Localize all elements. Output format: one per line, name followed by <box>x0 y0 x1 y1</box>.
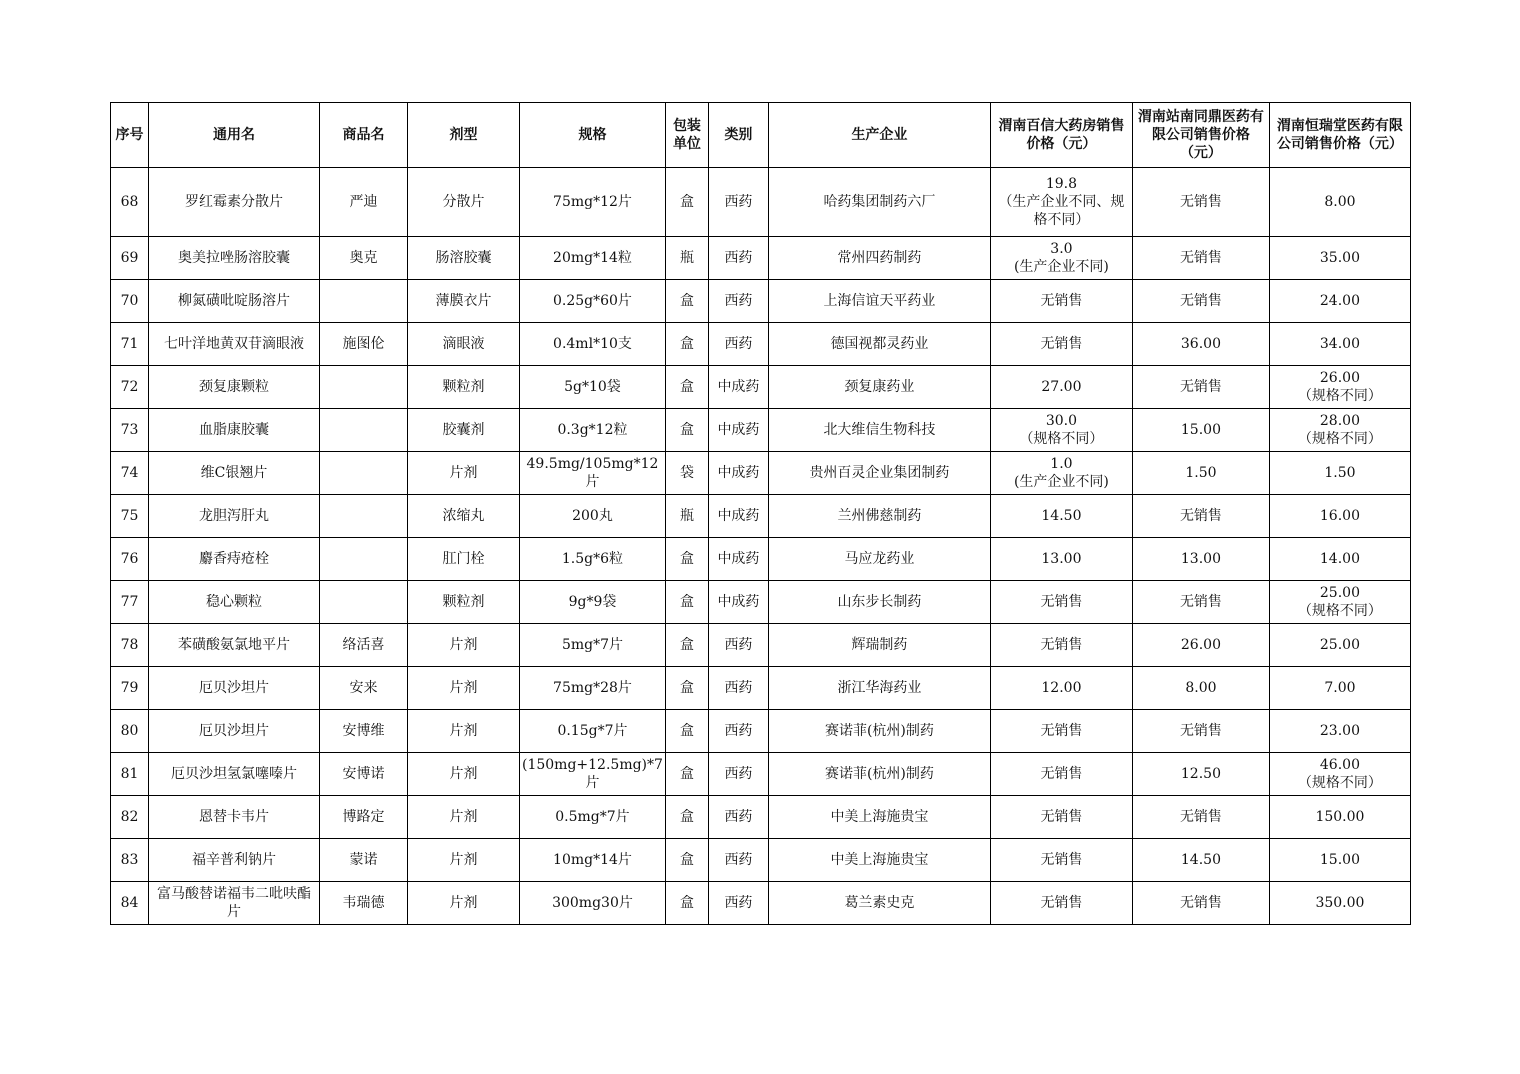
cell-price-tongding <box>1132 624 1269 667</box>
cell-unit: 盒 <box>665 581 708 624</box>
price-value: 46.00 <box>1319 757 1360 773</box>
cell-dosage-form: 薄膜衣片 <box>408 280 520 323</box>
cell-manufacturer: 北大维信生物科技 <box>768 409 990 452</box>
cell-category: 中成药 <box>708 366 768 409</box>
cell-category: 西药 <box>708 237 768 280</box>
cell-brand-name <box>320 538 408 581</box>
price-value: 13.00 <box>1041 551 1082 567</box>
cell-no: 68 <box>111 168 149 237</box>
cell-no: 77 <box>111 581 149 624</box>
cell-price-baixin <box>990 538 1132 581</box>
table-row <box>111 839 1411 882</box>
price-value: 3.0 <box>1050 241 1073 257</box>
cell-price-tongding <box>1132 796 1269 839</box>
cell-generic-name: 奥美拉唑肠溶胶囊 <box>149 237 320 280</box>
cell-unit: 袋 <box>665 452 708 495</box>
price-value: 无销售 <box>1040 895 1083 911</box>
cell-spec: 0.25g*60片 <box>520 280 666 323</box>
cell-manufacturer: 兰州佛慈制药 <box>768 495 990 538</box>
cell-brand-name: 施图伦 <box>320 323 408 366</box>
cell-no: 75 <box>111 495 149 538</box>
cell-brand-name: 博路定 <box>320 796 408 839</box>
cell-price-tongding <box>1132 409 1269 452</box>
cell-manufacturer: 赛诺菲(杭州)制药 <box>768 753 990 796</box>
price-note: （规格不同） <box>1297 431 1382 447</box>
cell-dosage-form: 片剂 <box>408 624 520 667</box>
cell-brand-name <box>320 280 408 323</box>
price-value: 15.00 <box>1319 852 1360 868</box>
cell-dosage-form: 肠溶胶囊 <box>408 237 520 280</box>
cell-price-baixin <box>990 839 1132 882</box>
price-value: 35.00 <box>1319 250 1360 266</box>
price-value: 无销售 <box>1040 809 1083 825</box>
price-note: (生产企业不同) <box>1013 474 1109 490</box>
cell-brand-name <box>320 581 408 624</box>
cell-category: 中成药 <box>708 538 768 581</box>
cell-brand-name: 络活喜 <box>320 624 408 667</box>
table-row <box>111 667 1411 710</box>
cell-price-hengruitang <box>1269 323 1410 366</box>
cell-generic-name: 颈复康颗粒 <box>149 366 320 409</box>
table-row <box>111 168 1411 237</box>
cell-price-baixin <box>990 710 1132 753</box>
cell-dosage-form: 滴眼液 <box>408 323 520 366</box>
cell-price-hengruitang <box>1269 796 1410 839</box>
price-value: 23.00 <box>1319 723 1360 739</box>
cell-category: 西药 <box>708 710 768 753</box>
cell-generic-name: 恩替卡韦片 <box>149 796 320 839</box>
cell-dosage-form: 片剂 <box>408 753 520 796</box>
price-value: 无销售 <box>1040 852 1083 868</box>
price-value: 12.00 <box>1041 680 1082 696</box>
price-value: 无销售 <box>1179 194 1222 210</box>
table-row <box>111 581 1411 624</box>
price-value: 1.50 <box>1185 465 1217 481</box>
cell-unit: 盒 <box>665 366 708 409</box>
table-row <box>111 495 1411 538</box>
header-cell-price-baixin: 渭南百信大药房销售价格（元） <box>990 103 1132 168</box>
table-row <box>111 409 1411 452</box>
cell-unit: 盒 <box>665 796 708 839</box>
cell-manufacturer: 颈复康药业 <box>768 366 990 409</box>
cell-spec: 0.4ml*10支 <box>520 323 666 366</box>
cell-no: 82 <box>111 796 149 839</box>
cell-price-baixin <box>990 581 1132 624</box>
cell-generic-name: 稳心颗粒 <box>149 581 320 624</box>
cell-price-tongding <box>1132 495 1269 538</box>
cell-dosage-form: 浓缩丸 <box>408 495 520 538</box>
cell-price-hengruitang <box>1269 667 1410 710</box>
cell-category: 中成药 <box>708 495 768 538</box>
price-value: 36.00 <box>1180 336 1221 352</box>
cell-dosage-form: 分散片 <box>408 168 520 237</box>
price-value: 无销售 <box>1179 508 1222 524</box>
cell-category: 西药 <box>708 667 768 710</box>
price-value: 1.0 <box>1050 456 1073 472</box>
cell-brand-name: 安来 <box>320 667 408 710</box>
cell-category: 中成药 <box>708 452 768 495</box>
cell-no: 81 <box>111 753 149 796</box>
cell-generic-name: 厄贝沙坦氢氯噻嗪片 <box>149 753 320 796</box>
cell-brand-name: 安博维 <box>320 710 408 753</box>
cell-category: 西药 <box>708 323 768 366</box>
cell-price-hengruitang <box>1269 452 1410 495</box>
price-value: 25.00 <box>1319 637 1360 653</box>
cell-spec: 300mg30片 <box>520 882 666 925</box>
cell-category: 西药 <box>708 839 768 882</box>
cell-no: 69 <box>111 237 149 280</box>
cell-unit: 盒 <box>665 168 708 237</box>
header-cell-no: 序号 <box>111 103 149 168</box>
cell-price-tongding <box>1132 710 1269 753</box>
cell-dosage-form: 片剂 <box>408 839 520 882</box>
price-value: 14.50 <box>1180 852 1221 868</box>
cell-price-baixin <box>990 366 1132 409</box>
cell-unit: 盒 <box>665 624 708 667</box>
cell-manufacturer: 马应龙药业 <box>768 538 990 581</box>
cell-price-baixin <box>990 280 1132 323</box>
cell-no: 76 <box>111 538 149 581</box>
header-cell-manufacturer: 生产企业 <box>768 103 990 168</box>
cell-price-hengruitang <box>1269 753 1410 796</box>
price-note: （规格不同） <box>1297 775 1382 791</box>
cell-spec: 0.5mg*7片 <box>520 796 666 839</box>
cell-generic-name: 麝香痔疮栓 <box>149 538 320 581</box>
cell-price-hengruitang <box>1269 366 1410 409</box>
cell-generic-name: 厄贝沙坦片 <box>149 710 320 753</box>
cell-price-tongding <box>1132 882 1269 925</box>
cell-spec: 75mg*12片 <box>520 168 666 237</box>
cell-category: 西药 <box>708 624 768 667</box>
price-note: （规格不同） <box>1297 603 1382 619</box>
cell-price-baixin <box>990 409 1132 452</box>
cell-price-hengruitang <box>1269 581 1410 624</box>
cell-brand-name: 安博诺 <box>320 753 408 796</box>
cell-generic-name: 苯磺酸氨氯地平片 <box>149 624 320 667</box>
header-row <box>111 103 1411 168</box>
cell-price-baixin <box>990 495 1132 538</box>
price-value: 350.00 <box>1315 895 1365 911</box>
price-value: 无销售 <box>1040 723 1083 739</box>
cell-price-tongding <box>1132 366 1269 409</box>
cell-price-hengruitang <box>1269 495 1410 538</box>
cell-spec: 49.5mg/105mg*12片 <box>520 452 666 495</box>
cell-spec: (150mg+12.5mg)*7片 <box>520 753 666 796</box>
cell-unit: 瓶 <box>665 495 708 538</box>
price-table <box>110 102 1411 925</box>
cell-generic-name: 福辛普利钠片 <box>149 839 320 882</box>
cell-spec: 5g*10袋 <box>520 366 666 409</box>
price-value: 150.00 <box>1315 809 1365 825</box>
cell-unit: 盒 <box>665 839 708 882</box>
price-value: 30.0 <box>1045 413 1078 429</box>
cell-manufacturer: 常州四药制药 <box>768 237 990 280</box>
cell-price-baixin <box>990 624 1132 667</box>
cell-price-tongding <box>1132 581 1269 624</box>
cell-generic-name: 富马酸替诺福韦二吡呋酯片 <box>149 882 320 925</box>
cell-spec: 20mg*14粒 <box>520 237 666 280</box>
cell-price-tongding <box>1132 753 1269 796</box>
header-cell-brand-name: 商品名 <box>320 103 408 168</box>
price-value: 25.00 <box>1319 585 1360 601</box>
cell-manufacturer: 贵州百灵企业集团制药 <box>768 452 990 495</box>
cell-manufacturer: 赛诺菲(杭州)制药 <box>768 710 990 753</box>
cell-unit: 盒 <box>665 323 708 366</box>
cell-spec: 10mg*14片 <box>520 839 666 882</box>
price-value: 无销售 <box>1179 293 1222 309</box>
cell-unit: 盒 <box>665 409 708 452</box>
cell-price-hengruitang <box>1269 280 1410 323</box>
cell-price-hengruitang <box>1269 624 1410 667</box>
cell-manufacturer: 中美上海施贵宝 <box>768 839 990 882</box>
cell-dosage-form: 片剂 <box>408 710 520 753</box>
cell-category: 西药 <box>708 796 768 839</box>
table-row <box>111 538 1411 581</box>
cell-price-tongding <box>1132 323 1269 366</box>
price-value: 无销售 <box>1179 250 1222 266</box>
table-row <box>111 710 1411 753</box>
cell-generic-name: 七叶洋地黄双苷滴眼液 <box>149 323 320 366</box>
price-value: 7.00 <box>1324 680 1356 696</box>
cell-no: 72 <box>111 366 149 409</box>
cell-manufacturer: 中美上海施贵宝 <box>768 796 990 839</box>
price-value: 27.00 <box>1041 379 1082 395</box>
cell-price-baixin <box>990 882 1132 925</box>
price-value: 28.00 <box>1319 413 1360 429</box>
price-value: 26.00 <box>1319 370 1360 386</box>
cell-unit: 盒 <box>665 538 708 581</box>
price-value: 8.00 <box>1324 194 1356 210</box>
cell-dosage-form: 肛门栓 <box>408 538 520 581</box>
cell-price-tongding <box>1132 667 1269 710</box>
cell-price-tongding <box>1132 452 1269 495</box>
header-cell-price-hengruitang: 渭南恒瑞堂医药有限公司销售价格（元） <box>1269 103 1410 168</box>
cell-dosage-form: 胶囊剂 <box>408 409 520 452</box>
header-cell-generic-name: 通用名 <box>149 103 320 168</box>
header-cell-spec: 规格 <box>520 103 666 168</box>
cell-manufacturer: 葛兰素史克 <box>768 882 990 925</box>
table-row <box>111 280 1411 323</box>
cell-no: 73 <box>111 409 149 452</box>
table-row <box>111 323 1411 366</box>
price-note: (生产企业不同) <box>1013 259 1109 275</box>
cell-spec: 5mg*7片 <box>520 624 666 667</box>
cell-spec: 200丸 <box>520 495 666 538</box>
header-cell-dosage-form: 剂型 <box>408 103 520 168</box>
cell-price-tongding <box>1132 237 1269 280</box>
cell-brand-name: 蒙诺 <box>320 839 408 882</box>
cell-generic-name: 厄贝沙坦片 <box>149 667 320 710</box>
cell-spec: 1.5g*6粒 <box>520 538 666 581</box>
header-cell-category: 类别 <box>708 103 768 168</box>
cell-generic-name: 罗红霉素分散片 <box>149 168 320 237</box>
price-value: 13.00 <box>1180 551 1221 567</box>
cell-category: 西药 <box>708 168 768 237</box>
cell-dosage-form: 片剂 <box>408 452 520 495</box>
table-row <box>111 237 1411 280</box>
price-value: 14.50 <box>1041 508 1082 524</box>
header-cell-price-tongding: 渭南站南同鼎医药有限公司销售价格（元） <box>1132 103 1269 168</box>
cell-brand-name: 严迪 <box>320 168 408 237</box>
cell-price-baixin <box>990 168 1132 237</box>
cell-brand-name <box>320 409 408 452</box>
cell-category: 西药 <box>708 753 768 796</box>
price-value: 24.00 <box>1319 293 1360 309</box>
price-value: 无销售 <box>1040 594 1083 610</box>
price-note: （生产企业不同、规格不同） <box>998 194 1125 228</box>
cell-no: 71 <box>111 323 149 366</box>
price-value: 无销售 <box>1040 637 1083 653</box>
price-value: 26.00 <box>1180 637 1221 653</box>
cell-category: 中成药 <box>708 409 768 452</box>
header-cell-unit: 包装单位 <box>665 103 708 168</box>
price-value: 12.50 <box>1180 766 1221 782</box>
cell-no: 83 <box>111 839 149 882</box>
cell-category: 西药 <box>708 280 768 323</box>
price-note: （规格不同） <box>1019 431 1104 447</box>
cell-manufacturer: 德国视都灵药业 <box>768 323 990 366</box>
cell-dosage-form: 颗粒剂 <box>408 581 520 624</box>
cell-spec: 0.3g*12粒 <box>520 409 666 452</box>
price-value: 34.00 <box>1319 336 1360 352</box>
cell-brand-name <box>320 366 408 409</box>
cell-dosage-form: 片剂 <box>408 667 520 710</box>
cell-generic-name: 维C银翘片 <box>149 452 320 495</box>
cell-manufacturer: 哈药集团制药六厂 <box>768 168 990 237</box>
price-value: 无销售 <box>1179 379 1222 395</box>
cell-price-tongding <box>1132 280 1269 323</box>
table-row <box>111 882 1411 925</box>
price-value: 无销售 <box>1179 895 1222 911</box>
cell-price-baixin <box>990 796 1132 839</box>
table-row <box>111 452 1411 495</box>
cell-manufacturer: 浙江华海药业 <box>768 667 990 710</box>
cell-brand-name: 奥克 <box>320 237 408 280</box>
price-value: 无销售 <box>1179 809 1222 825</box>
cell-price-tongding <box>1132 168 1269 237</box>
cell-price-baixin <box>990 753 1132 796</box>
cell-price-hengruitang <box>1269 538 1410 581</box>
cell-category: 中成药 <box>708 581 768 624</box>
cell-manufacturer: 上海信谊天平药业 <box>768 280 990 323</box>
cell-unit: 盒 <box>665 753 708 796</box>
cell-price-baixin <box>990 237 1132 280</box>
price-value: 8.00 <box>1185 680 1217 696</box>
price-value: 14.00 <box>1319 551 1360 567</box>
price-value: 无销售 <box>1040 293 1083 309</box>
cell-price-baixin <box>990 452 1132 495</box>
cell-brand-name <box>320 452 408 495</box>
cell-spec: 0.15g*7片 <box>520 710 666 753</box>
price-value: 无销售 <box>1040 336 1083 352</box>
price-note: （规格不同） <box>1297 388 1382 404</box>
cell-unit: 盒 <box>665 280 708 323</box>
table-row <box>111 753 1411 796</box>
price-value: 19.8 <box>1045 176 1078 192</box>
cell-category: 西药 <box>708 882 768 925</box>
cell-price-tongding <box>1132 839 1269 882</box>
cell-price-hengruitang <box>1269 409 1410 452</box>
cell-no: 74 <box>111 452 149 495</box>
cell-unit: 盒 <box>665 710 708 753</box>
price-value: 16.00 <box>1319 508 1360 524</box>
cell-manufacturer: 辉瑞制药 <box>768 624 990 667</box>
cell-brand-name <box>320 495 408 538</box>
cell-unit: 瓶 <box>665 237 708 280</box>
cell-dosage-form: 片剂 <box>408 796 520 839</box>
cell-no: 79 <box>111 667 149 710</box>
cell-no: 84 <box>111 882 149 925</box>
price-value: 15.00 <box>1180 422 1221 438</box>
cell-dosage-form: 片剂 <box>408 882 520 925</box>
cell-price-hengruitang <box>1269 710 1410 753</box>
cell-no: 78 <box>111 624 149 667</box>
cell-price-tongding <box>1132 538 1269 581</box>
cell-price-hengruitang <box>1269 237 1410 280</box>
cell-price-baixin <box>990 323 1132 366</box>
cell-price-hengruitang <box>1269 839 1410 882</box>
cell-generic-name: 血脂康胶囊 <box>149 409 320 452</box>
price-value: 无销售 <box>1179 594 1222 610</box>
cell-price-baixin <box>990 667 1132 710</box>
cell-no: 70 <box>111 280 149 323</box>
price-value: 无销售 <box>1179 723 1222 739</box>
table-row <box>111 796 1411 839</box>
cell-price-hengruitang <box>1269 882 1410 925</box>
table-row <box>111 366 1411 409</box>
cell-generic-name: 龙胆泻肝丸 <box>149 495 320 538</box>
cell-generic-name: 柳氮磺吡啶肠溶片 <box>149 280 320 323</box>
cell-dosage-form: 颗粒剂 <box>408 366 520 409</box>
price-value: 无销售 <box>1040 766 1083 782</box>
cell-no: 80 <box>111 710 149 753</box>
price-value: 1.50 <box>1324 465 1356 481</box>
cell-price-hengruitang <box>1269 168 1410 237</box>
cell-unit: 盒 <box>665 882 708 925</box>
cell-unit: 盒 <box>665 667 708 710</box>
table-row <box>111 624 1411 667</box>
cell-spec: 9g*9袋 <box>520 581 666 624</box>
cell-brand-name: 韦瑞德 <box>320 882 408 925</box>
cell-manufacturer: 山东步长制药 <box>768 581 990 624</box>
cell-spec: 75mg*28片 <box>520 667 666 710</box>
